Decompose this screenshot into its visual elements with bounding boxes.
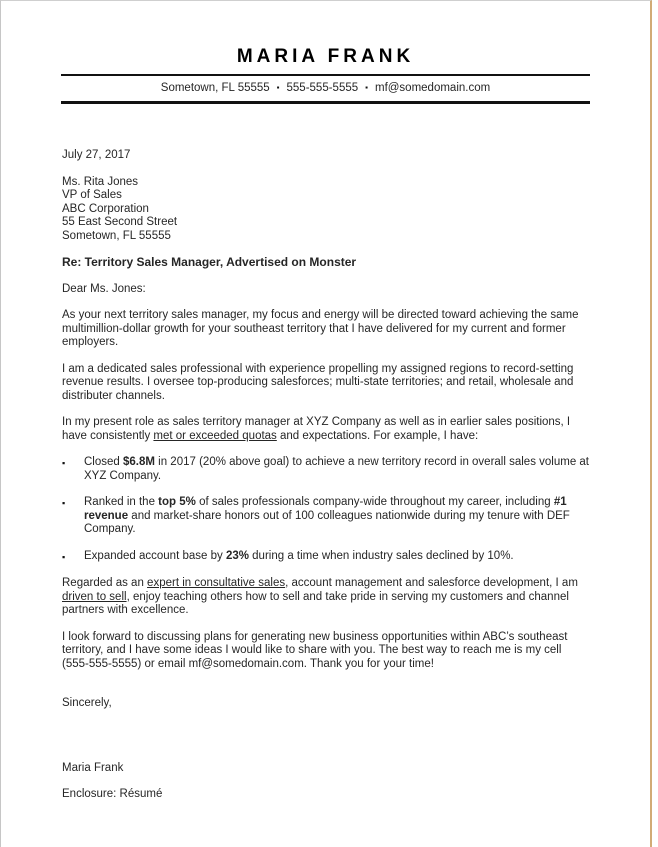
- list-item: [62, 456, 590, 483]
- list-item: [62, 550, 590, 565]
- closing: Sincerely,: [62, 697, 112, 709]
- paragraph: In my present role as sales territory manager at XYZ Company as well as in earlier sales positions, I have consistently met or exceeded quotas and expectations. For example, I have:: [62, 416, 571, 442]
- square-bullet-icon: ▪: [62, 498, 66, 508]
- recipient-address: [62, 176, 590, 244]
- paragraph: I am a dedicated sales professional with experience propelling my assigned regions to record-setting revenue results. I oversee top-producing salesforces; multi-state territories; and retail, wholesale and distributer channels.: [62, 362, 574, 402]
- letterhead-name: MARIA FRANK: [236, 46, 415, 67]
- square-separator-icon: ▪: [276, 83, 280, 92]
- list-item: [62, 496, 590, 537]
- square-bullet-icon: ▪: [62, 551, 66, 562]
- contact-location: Sometown, FL 55555: [160, 82, 270, 94]
- letter-body: [1, 104, 650, 802]
- contact-phone: 555-555-5555: [286, 82, 359, 94]
- paragraph: As your next territory sales manager, my focus and energy will be directed toward achieving the same multimillion-dollar growth for your southeast territory that I have delivered for my current and former employers.: [62, 309, 579, 348]
- recipient-company: ABC Corporation: [62, 202, 149, 215]
- letter-date: July 27, 2017: [62, 149, 131, 161]
- list-item-text: Expanded account base by 23% during a time when industry sales declined by 10%.: [84, 549, 514, 562]
- contact-email: mf@somedomain.com: [374, 82, 491, 94]
- recipient-city: Sometown, FL 55555: [62, 229, 171, 242]
- letterhead-contact-bar: [61, 74, 590, 104]
- recipient-street: 55 East Second Street: [62, 216, 178, 228]
- square-bullet-icon: ▪: [62, 458, 66, 468]
- achievement-list: [62, 456, 590, 564]
- salutation: Dear Ms. Jones:: [62, 282, 146, 295]
- recipient-title: VP of Sales: [62, 189, 122, 201]
- subject-line: Re: Territory Sales Manager, Advertised on Monster: [62, 255, 357, 269]
- paragraph: I look forward to discussing plans for generating new business opportunities within ABC’s southeast territory, and I have some ideas I would like to share with you. The best way to reach me is my cell (555-555-5555) or email mf@somedomain.com. Thank you for your time!: [62, 630, 568, 670]
- square-separator-icon: ▪: [365, 83, 368, 92]
- list-item-text: Ranked in the top 5% of sales professionals company-wide throughout my career, including #1 revenue and market-share honors out of 100 colleagues nationwide during my tenure with DEF Company.: [84, 496, 570, 535]
- paragraph: Regarded as an expert in consultative sales, account management and salesforce development, I am driven to sell, enjoy teaching others how to sell and take pride in serving my customers and channel partners with excellence.: [62, 577, 578, 616]
- signature-name: Maria Frank: [62, 761, 124, 774]
- enclosure-note: Enclosure: Résumé: [62, 788, 163, 800]
- recipient-name: Ms. Rita Jones: [62, 175, 139, 188]
- list-item-text: Closed $6.8M in 2017 (20% above goal) to achieve a new territory record in overall sales volume at XYZ Company.: [84, 456, 590, 482]
- letterhead: [1, 1, 650, 104]
